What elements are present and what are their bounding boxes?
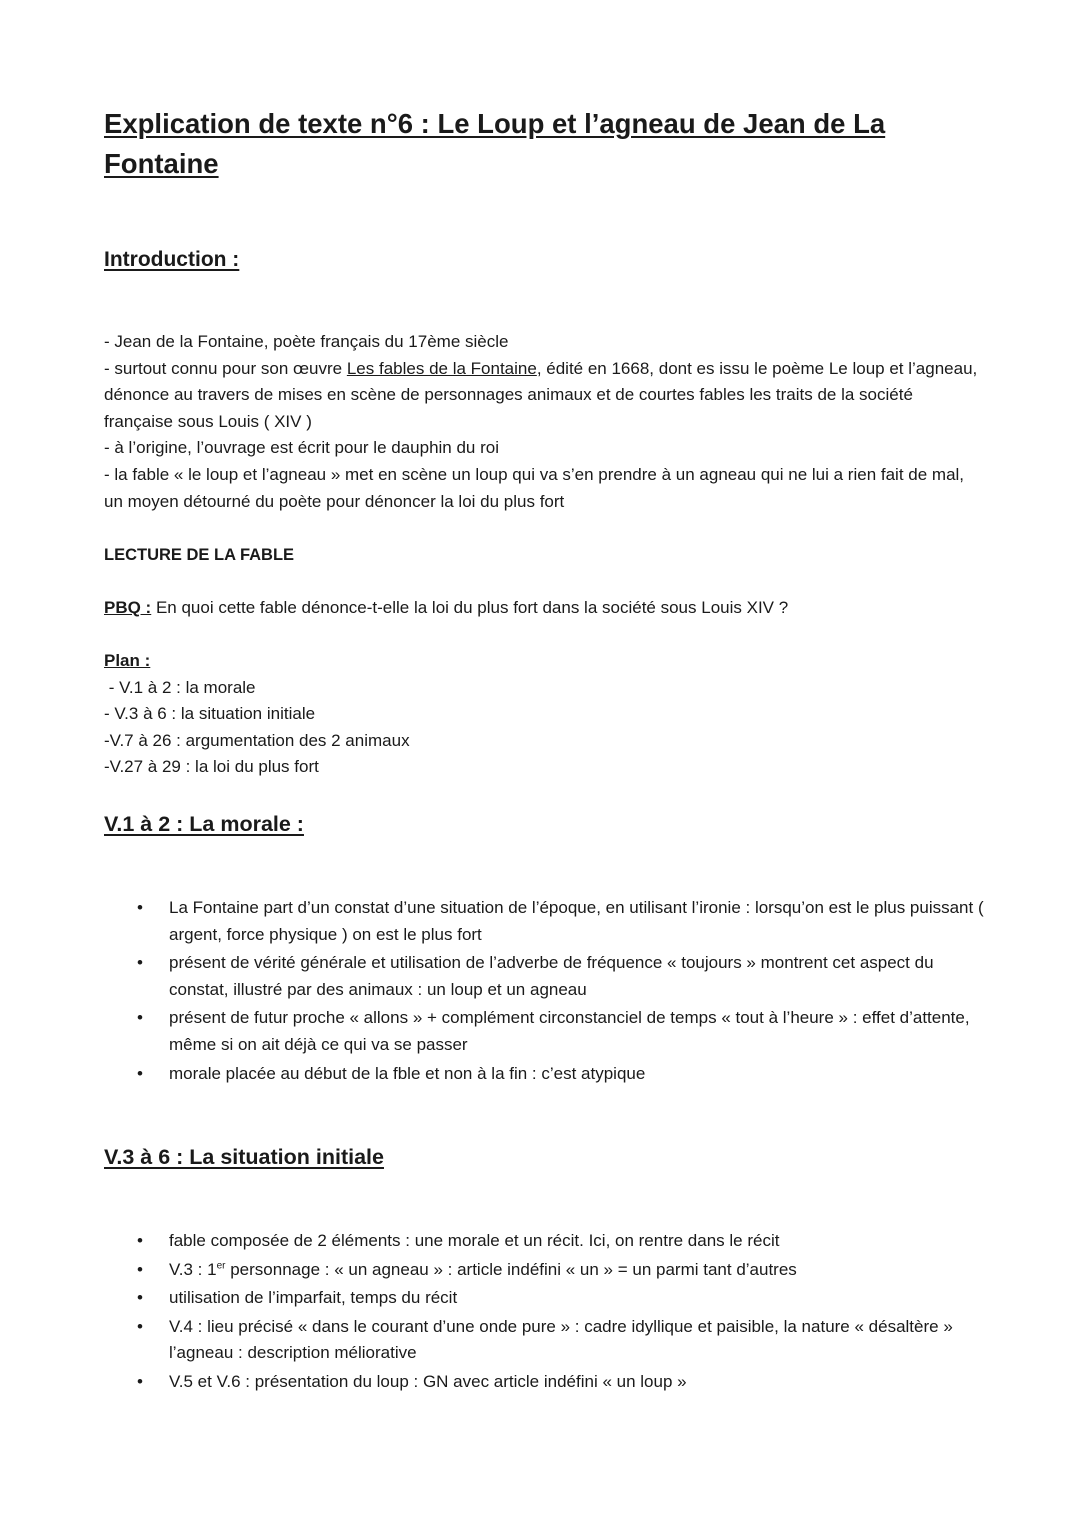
list-item (104, 895, 984, 948)
intro-line: - Jean de la Fontaine, poète français du 17ème siècle (104, 332, 509, 351)
section-morale-heading: V.1 à 2 : La morale : (104, 812, 304, 836)
list-item (104, 1005, 984, 1058)
intro-line: - à l’origine, l’ouvrage est écrit pour le dauphin du roi (104, 438, 500, 458)
bullet-icon: • (137, 1316, 143, 1336)
intro-line: - la fable « le loup et l’agneau » met en scène un loup qui va s’en prendre à un agneau qui ne lui a rien fait de mal, un moyen détourné du poète pour dénoncer la loi du plus fort (104, 464, 965, 511)
pbq-question: En quoi cette fable dénonce-t-elle la loi du plus fort dans la société sous Louis XIV ? (151, 598, 789, 617)
list-item (104, 1061, 984, 1088)
bullet-text: utilisation de l’imparfait, temps du récit (169, 1288, 458, 1308)
bullet-text: morale placée au début de la fble et non à la fin : c’est atypique (169, 1063, 646, 1083)
bullet-text: V.4 : lieu précisé « dans le courant d’une onde pure » : cadre idyllique et paisible, la nature « désaltère » l’agneau : description méliorative (169, 1316, 953, 1363)
pbq-label: PBQ : (104, 598, 152, 617)
section-situation-heading: V.3 à 6 : La situation initiale (104, 1145, 384, 1169)
bullet-icon: • (137, 1371, 143, 1391)
bullet-icon: • (137, 1063, 143, 1083)
bullet-text: personnage : « un agneau » : article indéfini « un » = un parmi tant d’autres (225, 1259, 797, 1279)
morale-bullet-list (104, 895, 984, 1089)
list-item (104, 1228, 984, 1255)
bullet-text: fable composée de 2 éléments : une morale et un récit. Ici, on rentre dans le récit (169, 1231, 780, 1250)
intro-line-text: - surtout connu pour son œuvre (104, 358, 347, 378)
bullet-icon: • (137, 1259, 143, 1279)
ordinal-superscript: er (216, 1259, 226, 1271)
pbq-paragraph (104, 595, 984, 622)
bullet-icon: • (137, 1008, 143, 1028)
bullet-icon: • (137, 953, 143, 973)
bullet-text: présent de futur proche « allons » + complément circonstanciel de temps « tout à l’heure » : effet d’attente, même si on ait déjà ce qui va se passer (169, 1008, 970, 1054)
bullet-icon: • (137, 898, 143, 917)
book-title: Les fables de la Fontaine (346, 358, 537, 378)
introduction-text (104, 329, 984, 515)
situation-bullet-list (104, 1228, 984, 1398)
plan-item: - V.3 à 6 : la situation initiale (104, 704, 316, 724)
plan-block (104, 648, 984, 781)
list-item (104, 1369, 984, 1396)
bullet-icon: • (137, 1288, 143, 1308)
plan-label: Plan : (104, 651, 151, 670)
list-item (104, 950, 984, 1003)
bullet-text: La Fontaine part d’un constat d’une situation de l’époque, en utilisant l’ironie : lorsqu’on est le plus puissant ( argent, force physique ) on est le plus fort (169, 898, 984, 944)
list-item (104, 1314, 984, 1367)
intro-line-text: , édité en 1668, dont es issu le poème Le loup et l’agneau, dénonce au travers de mises en scène de personnages animaux et de courtes fables les traits de la société française sous Louis ( XIV ) (104, 358, 978, 431)
intro-line (104, 356, 984, 436)
list-item (104, 1285, 984, 1312)
list-item (104, 1257, 984, 1284)
plan-item: -V.27 à 29 : la loi du plus fort (104, 757, 319, 777)
bullet-text: présent de vérité générale et utilisation de l’adverbe de fréquence « toujours » montrent cet aspect du constat, illustré par des animaux : un loup et un agneau (169, 953, 934, 999)
bullet-text: V.3 : 1 (169, 1259, 217, 1279)
introduction-heading: Introduction : (104, 248, 240, 271)
bullet-icon: • (137, 1231, 143, 1250)
bullet-text: V.5 et V.6 : présentation du loup : GN avec article indéfini « un loup » (169, 1371, 687, 1391)
plan-item: -V.7 à 26 : argumentation des 2 animaux (104, 730, 410, 750)
document-title: Explication de texte n°6 : Le Loup et l’agneau de Jean de La Fontaine (104, 108, 886, 179)
lecture-heading: LECTURE DE LA FABLE (104, 546, 295, 564)
plan-item: - V.1 à 2 : la morale (104, 677, 256, 697)
